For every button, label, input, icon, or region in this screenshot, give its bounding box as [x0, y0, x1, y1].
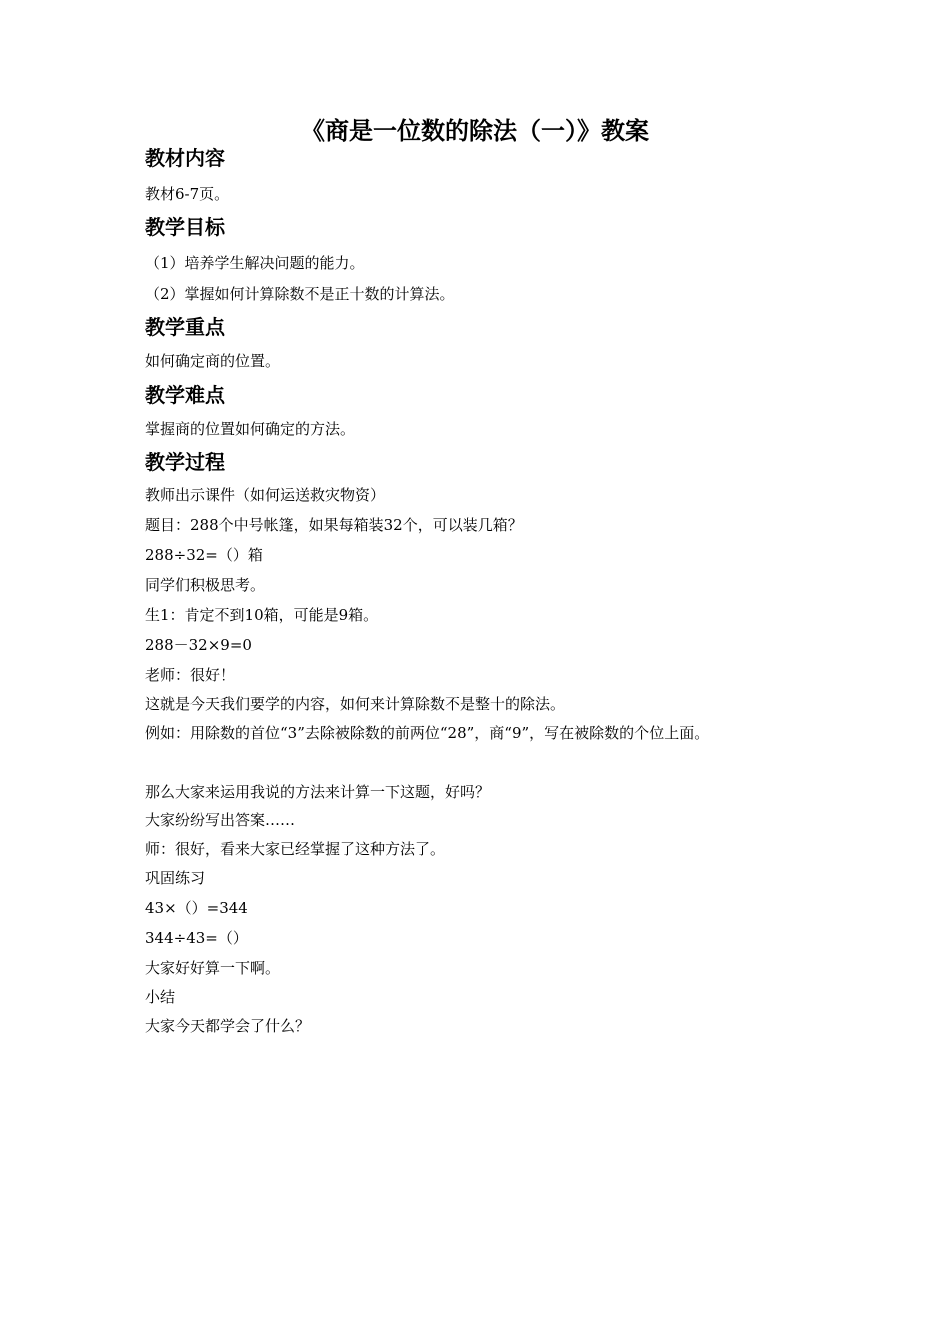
- process-line: 小结: [145, 988, 176, 1006]
- process-line: 288÷32=（）箱: [145, 546, 263, 564]
- section-heading-key-points: 教学重点: [145, 315, 225, 339]
- process-line: 大家纷纷写出答案……: [145, 811, 296, 829]
- process-line: 288－32×9=0: [145, 636, 252, 654]
- process-line: 巩固练习: [145, 869, 206, 887]
- process-line: 教师出示课件（如何运送救灾物资）: [145, 486, 386, 504]
- materials-text: 教材6-7页。: [145, 185, 230, 203]
- objective-item-1: （1）培养学生解决问题的能力。: [145, 254, 365, 272]
- document-title: 《商是一位数的除法（一）》教案: [301, 117, 649, 145]
- key-points-text: 如何确定商的位置。: [145, 352, 281, 370]
- process-line: 这就是今天我们要学的内容，如何来计算除数不是整十的除法。: [145, 695, 566, 713]
- process-line: 同学们积极思考。: [145, 576, 266, 594]
- process-line: 师：很好，看来大家已经掌握了这种方法了。: [145, 840, 446, 858]
- process-line: 344÷43=（）: [145, 929, 248, 947]
- section-heading-materials: 教材内容: [145, 146, 225, 170]
- objective-item-2: （2）掌握如何计算除数不是正十数的计算法。: [145, 285, 455, 303]
- process-line: 那么大家来运用我说的方法来计算一下这题，好吗？: [145, 783, 491, 801]
- process-line: 老师：很好！: [145, 666, 236, 684]
- process-line: 大家好好算一下啊。: [145, 959, 281, 977]
- section-heading-objectives: 教学目标: [145, 215, 225, 239]
- process-paragraph-example: 例如：用除数的首位“3”去除被除数的前两位“28”，商“9”，写在被除数的个位上面。: [145, 724, 710, 742]
- section-heading-difficulties: 教学难点: [145, 383, 225, 407]
- process-line: 43×（）=344: [145, 899, 248, 917]
- section-heading-process: 教学过程: [145, 450, 225, 474]
- process-line: 题目：288个中号帐篷，如果每箱装32个，可以装几箱？: [145, 516, 523, 534]
- difficulties-text: 掌握商的位置如何确定的方法。: [145, 420, 356, 438]
- process-line: 大家今天都学会了什么？: [145, 1017, 311, 1035]
- process-line: 生1：肯定不到10箱，可能是9箱。: [145, 606, 379, 624]
